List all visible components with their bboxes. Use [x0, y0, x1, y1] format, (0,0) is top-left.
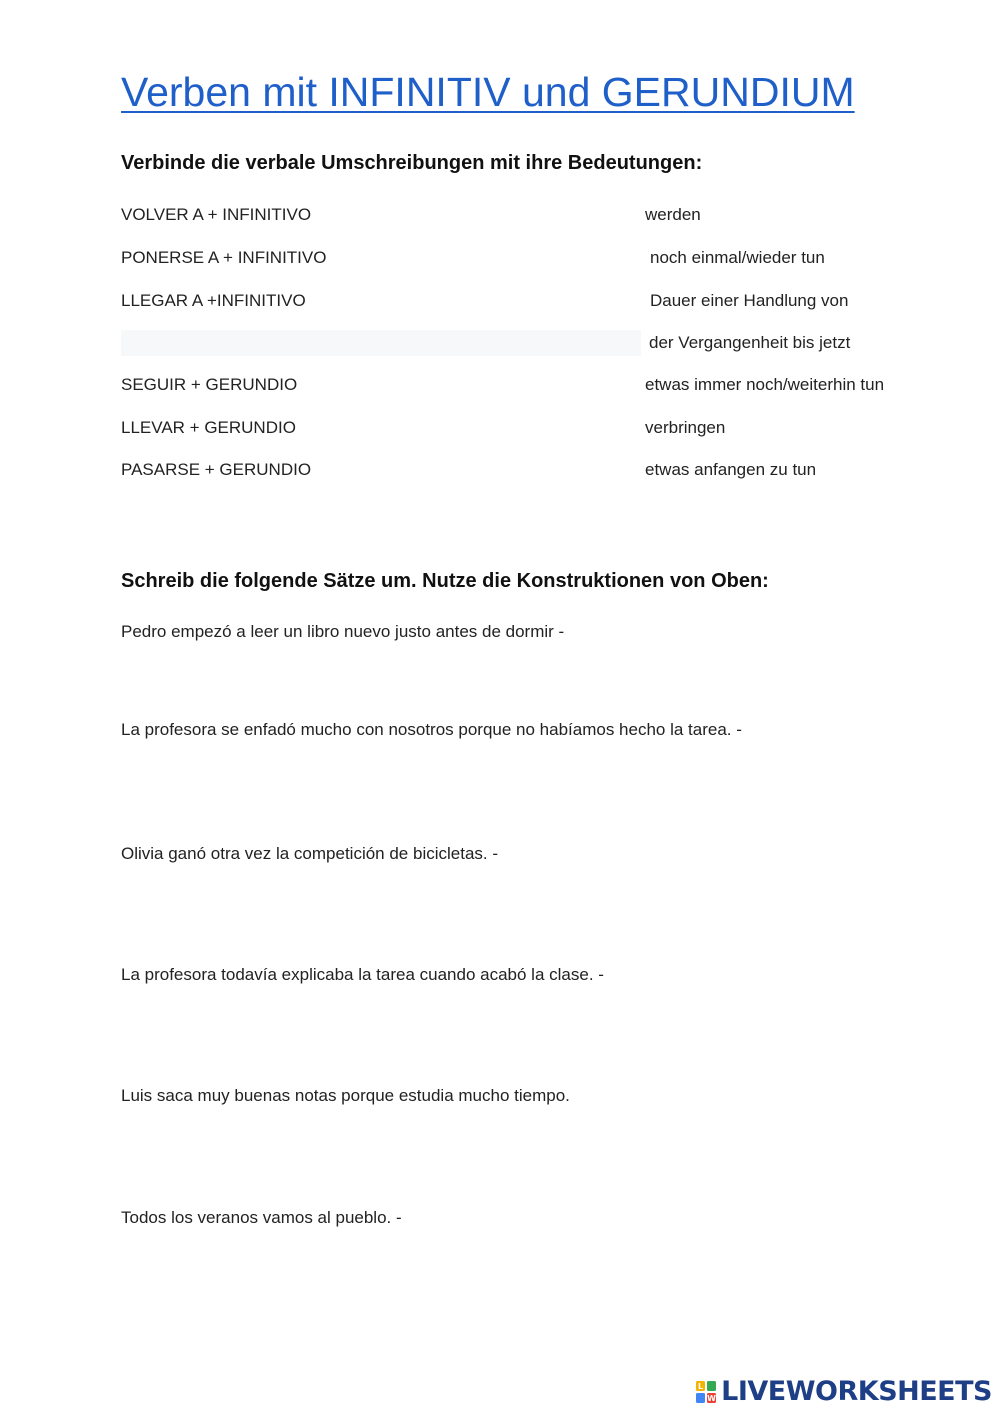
right-item-anfangen: etwas anfangen zu tun: [645, 460, 817, 479]
sentence-6: Todos los veranos vamos al pueblo. -: [121, 1208, 402, 1227]
sentence-4: La profesora todavía explicaba la tarea cuando acabó la clase. -: [121, 965, 604, 984]
liveworksheets-brand: [695, 1376, 992, 1407]
brand-text: LIVEWORKSHEETS: [721, 1376, 992, 1407]
sentence-1: Pedro empezó a leer un libro nuevo justo antes de dormir -: [121, 622, 565, 641]
sentence-3: Olivia ganó otra vez la competición de bicicletas. -: [121, 844, 499, 863]
blank-row: [121, 330, 641, 356]
logo-letter-w: W: [707, 1393, 717, 1403]
sentence-2: La profesora se enfadó mucho con nosotros porque no habíamos hecho la tarea. -: [121, 720, 742, 739]
right-item-noch-einmal: noch einmal/wieder tun: [650, 248, 825, 267]
left-item-llevar: LLEVAR + GERUNDIO: [121, 418, 296, 437]
right-item-vergangenheit: der Vergangenheit bis jetzt: [649, 333, 851, 352]
page-title: Verben mit INFINITIV und GERUNDIUM: [121, 69, 855, 115]
left-item-ponerse: PONERSE A + INFINITIVO: [121, 248, 327, 267]
matching-instructions: Verbinde die verbale Umschreibungen mit ihre Bedeutungen:: [121, 152, 703, 174]
left-item-volver: VOLVER A + INFINITIVO: [121, 205, 312, 224]
right-item-dauer: Dauer einer Handlung von: [650, 291, 849, 310]
liveworksheets-logo-icon: [695, 1380, 717, 1404]
logo-letter-l: L: [698, 1381, 704, 1391]
sentence-5: Luis saca muy buenas notas porque estudia mucho tiempo.: [121, 1086, 570, 1105]
right-item-verbringen: verbringen: [645, 418, 726, 437]
left-item-llegar: LLEGAR A +INFINITIVO: [121, 291, 306, 310]
rewrite-instructions: Schreib die folgende Sätze um. Nutze die Konstruktionen von Oben:: [121, 570, 769, 592]
left-item-pasarse: PASARSE + GERUNDIO: [121, 460, 312, 479]
right-item-werden: werden: [645, 205, 701, 224]
left-item-seguir: SEGUIR + GERUNDIO: [121, 375, 298, 394]
right-item-immer-noch: etwas immer noch/weiterhin tun: [645, 375, 885, 394]
